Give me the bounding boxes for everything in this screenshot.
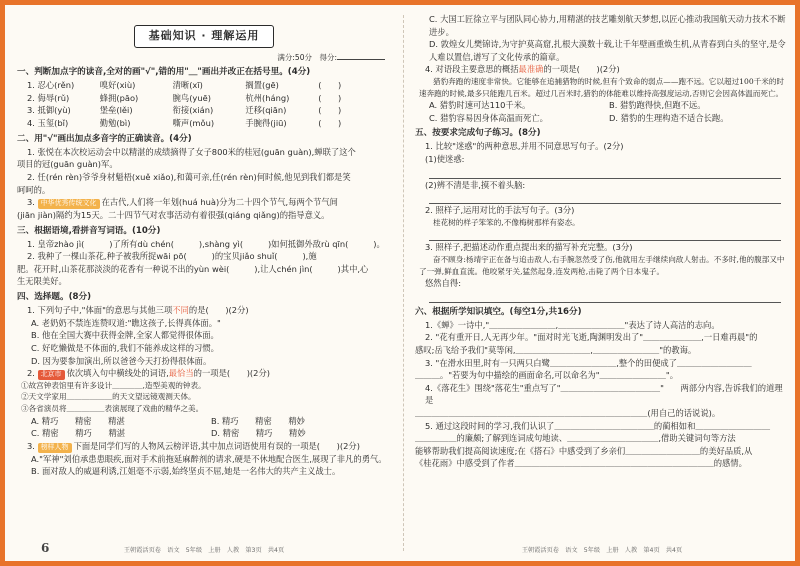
section-2-heading: 二、用"√"画出加点多音字的正确读音。(4分) xyxy=(17,133,192,144)
question-text: 3. 照样子,把描述动作重点提出来的描写补充完整。(3分) xyxy=(425,242,633,253)
pinyin-row: 2. 侮辱(rǔ) 蜂拥(pāo) 腕鸟(yuē) 杭州(háng) ( ) xyxy=(27,92,342,103)
option-c: C. 大国工匠徐立平与团队同心协力,用精湛的技艺雕刻航天梦想,以匠心推动我国航天动力技术不断进步。 xyxy=(429,14,786,37)
left-page xyxy=(11,11,397,555)
fill-line: 《桂花雨》中感受到了作者＿＿＿＿＿＿＿＿＿＿＿＿＿＿＿＿＿＿＿＿＿＿＿＿的感情。 xyxy=(415,458,747,469)
question-text: 1. 比较"迷惑"的两种意思,并用不同意思写句子。(2分) xyxy=(425,141,624,152)
pinyin-row: 4. 玉玺(bǐ) 勤勉(bì) 嘶声(mǒu) 手腕得(jiū) ( ) xyxy=(27,118,342,128)
reading-passage: 猎豹奔跑的速度非常快。它能够在追捕猎物的时候,但有个致命的弱点——跑不远。它以超过100千米的时速奔跑的时候,最多只能跑几百米。超过几百米时,猎豹的体能难以维持高强度运动,否则它会因高体温而死亡。 xyxy=(419,77,785,98)
question-text: 项目的冠(guān guàn)军。 xyxy=(17,159,118,170)
fill-line: ＿＿＿＿＿的廉颇;了解到连词成句地读、＿＿＿＿＿＿＿＿＿＿＿,借助关键词句等方法 xyxy=(415,433,736,444)
fill-line: 4.《落花生》围绕"落花生"重点写了"＿＿＿＿＿＿＿＿＿＿＿＿" 两部分内容,告诉我们的道理是 xyxy=(425,382,783,406)
answer-line[interactable] xyxy=(429,290,781,303)
question-text: 2. 任(rén rèn)爷爷身材魁梧(xuě xiǎo),和蔼可亲,任(rén rèn)何时候,他见到我们都是笑 xyxy=(27,171,351,182)
answer-label: 悠然自得: xyxy=(425,278,461,289)
options-row: C. 猎豹容易因身体高温而死亡。 D. 猎豹的生理构造不适合长跑。 xyxy=(429,112,729,123)
question-2: 2. 北京市 依次填入句中横线处的词语,最恰当的一项是( )(2分) xyxy=(27,368,270,379)
options-row: C. 精密 精巧 精湛 D. 精密 精巧 精妙 xyxy=(31,428,306,439)
question-text: 2. 我种了一棵山茶花,种子被我所捉wāi pō( )的宝贝jiǎo shuǐ( ),施 xyxy=(27,251,317,262)
fill-line: 感叹;岳飞给予我们"莫等闲,＿＿＿＿＿＿＿＿＿,＿＿＿＿＿＿＿＿"的教诲。 xyxy=(415,344,697,355)
option-d: D. 敦煌女儿樊锦诗,为守护莫高窟,扎根大漠数十载,让千年壁画重焕生机,从青春到白头的坚守,是令人难以置信,谱写了文化传承的篇章。 xyxy=(429,39,786,62)
right-page xyxy=(409,11,795,555)
pinyin-row: 3. 抵御(yù) 堡垒(lěi) 衔接(xián) 迁移(qiān) ( ) xyxy=(27,105,342,116)
option-a: A."军神"刘伯承患患眼疾,面对手术前拖延麻醉剂的请求,硬是不休地配合医生,展现了非凡的勇气。 xyxy=(31,453,387,464)
score-blank[interactable] xyxy=(337,50,385,60)
answer-line[interactable] xyxy=(429,166,781,179)
section-5-heading: 五、按要求完成句子练习。(8分) xyxy=(415,128,541,139)
fill-line: 2. "花有重开日,人无再少年。"面对时光飞逝,陶渊明发出了"＿＿＿＿＿＿＿,一日难再晨"的 xyxy=(425,332,758,343)
option-d: D. 因为要参加演出,所以爸爸今天打扮得很体面。 xyxy=(31,355,212,366)
fill-line: ＿＿＿。"若要为句中描绘的画面命名,可以命名为"＿＿＿＿＿＿＿＿"。 xyxy=(415,370,678,381)
question-text: 生无限美好。 xyxy=(17,276,67,287)
section-4-heading: 四、选择题。(8分) xyxy=(17,292,91,303)
section-6-heading: 六、根据所学知识填空。(每空1分,共16分) xyxy=(415,306,582,317)
option-c: C. 好吃懒做是不体面的,我们不能养成这样的习惯。 xyxy=(31,342,219,353)
question-text: 1. 张悦在本次校运动会中以精湛的成绩摘得了女子800米的桂冠(guān guàn),蝉联了这个 xyxy=(27,146,356,157)
option-a: A. 老奶奶不禁连连赞叹道:"瞧这孩子,长得真体面。" xyxy=(31,317,221,328)
fill-line: ①故宫钟表馆里有许多设计＿＿＿＿,造型美观的钟表。 xyxy=(21,380,206,390)
fill-line: ③各省演员将＿＿＿＿＿表演展现了戏曲的精华之美。 xyxy=(21,403,204,413)
example-text: 桂花树的样子笨笨的,不像梅树那样有姿态。 xyxy=(433,217,580,227)
question-text: (jiān jiàn)隔约为15天。二十四节气对农事活动有着很强(qiáng qiǎng)的指导意义。 xyxy=(17,209,330,220)
topic-tag: 榜样人物 xyxy=(38,443,72,453)
score-line: 满分:50分 得分: xyxy=(17,50,385,63)
page-footer: 王朝霞活页卷 语文 5年级 上册 人教 第3页 共4页 xyxy=(123,546,285,554)
fill-line: 1.《蝉》一诗中,"＿＿＿＿＿＿＿＿,＿＿＿＿＿＿＿＿"表达了诗人高洁的志向。 xyxy=(425,319,720,330)
fill-line: 能够帮助我们提高阅读速度;在《搭石》中感受到了乡亲们＿＿＿＿＿＿＿＿＿的美好品质,从 xyxy=(415,445,753,456)
answer-line[interactable] xyxy=(429,228,781,241)
section-3-heading: 三、根据语境,看拼音写词语。(10分) xyxy=(17,225,161,236)
option-b: B. 面对敌人的威逼利诱,江姐毫不示弱,始终坚贞不屈,她是一名伟大的共产主义战士。 xyxy=(31,466,341,477)
question-text: 呵呵的。 xyxy=(17,184,51,195)
options-row: A. 猎豹时速可达110千米。 B. 猎豹跑得快,但跑不远。 xyxy=(429,100,706,111)
fill-line: ＿＿＿＿＿＿＿＿＿＿＿＿＿＿＿＿＿＿＿＿＿＿＿＿＿＿＿＿(用自己的话说说)。 xyxy=(415,407,721,418)
question-text: 2. 照样子,运用对比的手法写句子。(3分) xyxy=(425,205,575,216)
question-3: 3. 榜样人物 下面是同学们写的人物风云榜评语,其中加点词语使用有误的一项是( )(2分) xyxy=(27,440,360,451)
question-1: 1. 下列句子中,"体面"的意思与其他三项不同的是( )(2分) xyxy=(27,305,249,316)
fill-line: 5. 通过这段时间的学习,我们认识了＿＿＿＿＿＿＿＿＿＿＿＿的蔺相如和＿＿＿＿＿＿＿＿＿ xyxy=(425,420,771,431)
options-row: A. 精巧 精密 精湛 B. 精巧 精密 精妙 xyxy=(31,415,305,426)
section-title: 基础知识 · 理解运用 xyxy=(134,25,275,48)
example-text: 奋不顾身:杨靖宇正在备与追击敌人,右手腕忽然受了伤,他就用左手继续向敌人射击。不多时,他的腹部又中了一弹,鲜血直流。他咬紧牙关,猛然起身,连发两枪,击毙了两个日本鬼子。 xyxy=(419,254,785,276)
pinyin-row: 1. 忍心(rěn) 嗅好(xiù) 清晰(xī) 搁置(gē) ( ) xyxy=(27,80,342,91)
page-footer: 王朝霞活页卷 语文 5年级 上册 人教 第4页 共4页 xyxy=(521,546,683,554)
center-divider xyxy=(403,15,404,551)
answer-label: (2)辨不清是非,摸不着头脑: xyxy=(425,179,526,190)
fill-line: ②天文学家用＿＿＿＿＿＿的天文望远镜观测天体。 xyxy=(21,392,196,402)
question-3: 3. 中华优秀传统文化 在古代,人们将一年划(huá huà)分为二十四个节气,每两个节气间 xyxy=(27,197,338,208)
answer-label: (1)使迷惑: xyxy=(425,154,465,164)
section-1-heading: 一、判断加点字的读音,全对的画"√",错的用"＿"画出并改正在括号里。(4分) xyxy=(17,67,311,78)
topic-tag: 中华优秀传统文化 xyxy=(38,199,100,209)
fill-line: 3. "在滑水田里,时有一只两只白鹭＿＿＿＿＿＿＿＿,整个的田便成了＿＿＿＿＿＿＿＿＿ xyxy=(425,357,752,368)
region-tag: 北京市 xyxy=(38,370,65,380)
option-b: B. 他在全国大赛中获得金牌,全家人都觉得很体面。 xyxy=(31,330,219,341)
page-number: 6 xyxy=(41,540,50,555)
question-4: 4. 对语段主要意思的概括最准确的一项是( )(2分) xyxy=(425,64,620,75)
question-text: 肥。花开时,山茶花那淡淡的花香有一种说不出的yùn wèi( ),让人chén jìn( )其中,心 xyxy=(17,263,369,274)
question-text: 1. 皇帝zhào jì( )了所有dù chén( ),shàng yì( )如何抵御外敌rù qīn( )。 xyxy=(27,238,385,249)
answer-line[interactable] xyxy=(429,191,781,204)
